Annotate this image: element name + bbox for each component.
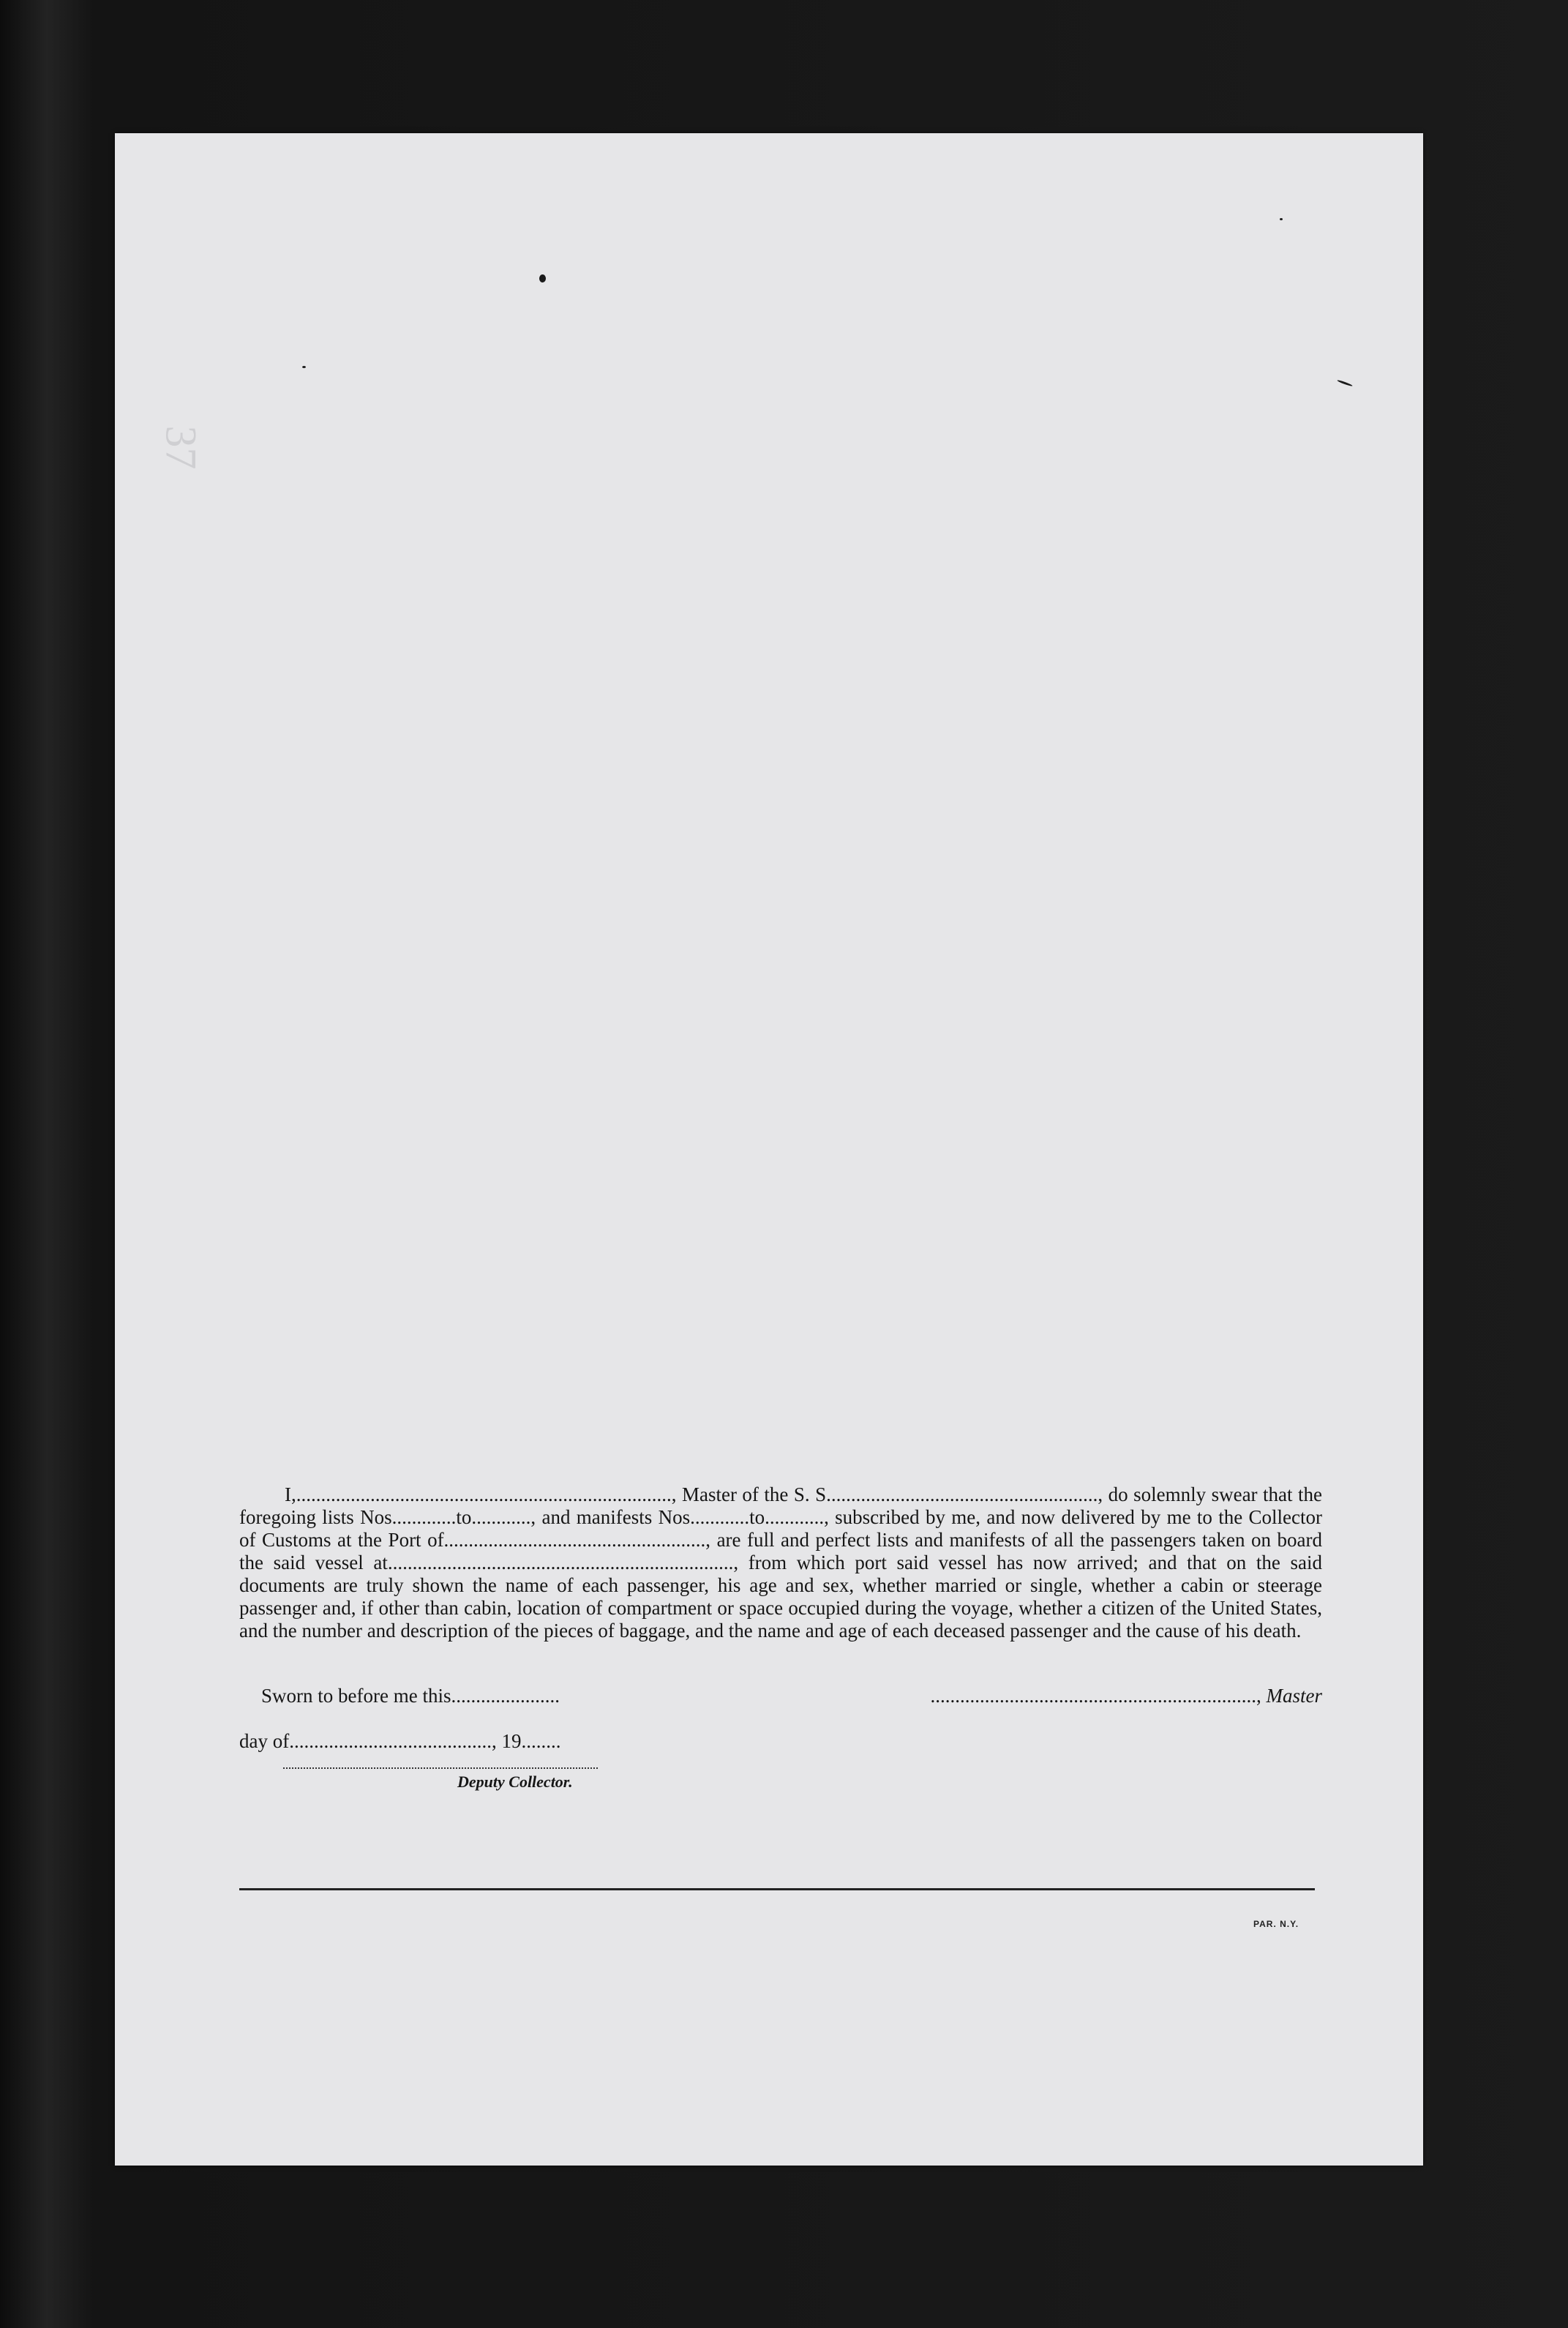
master-label: Master	[1266, 1685, 1322, 1707]
ink-speck	[1337, 379, 1353, 386]
oath-paragraph	[239, 1483, 1322, 1642]
ink-speck	[539, 274, 546, 282]
deputy-collector-label: Deputy Collector.	[457, 1773, 573, 1791]
ink-speck	[1280, 218, 1283, 220]
deputy-signature-line	[283, 1767, 598, 1769]
sworn-text: Sworn to before me this......................	[261, 1685, 560, 1707]
printer-mark: PAR. N.Y.	[1253, 1919, 1299, 1929]
document-page	[115, 133, 1423, 2166]
ink-speck	[302, 366, 306, 368]
horizontal-rule	[239, 1888, 1315, 1890]
day-of-text: day of........................................., 19........	[239, 1730, 561, 1752]
page-number: 37	[157, 425, 206, 470]
day-of-line	[239, 1730, 1322, 1753]
master-dotted-line: ..................................................................,	[930, 1685, 1261, 1707]
master-signature-line	[931, 1685, 1323, 1707]
oath-text: I,............................................................................, Master of the S. S......................................................., do solemnly swear that the foregoing lists Nos.............to............, and manifests Nos............to............, subscribed by me, and now delivered by me to the Collector of Customs at the Port of....................................................., are full and perfect lists and manifests of all the passengers taken on board the said vessel at......................................................................, from which port said vessel has now arrived; and that on the said documents are truly shown the name of each passenger, his age and sex, whether married or single, whether a cabin or steerage passenger and, if other than cabin, location of compartment or space occupied during the voyage, whether a citizen of the United States, and the number and description of the pieces of baggage, and the name and age of each deceased passenger and the cause of his death.	[239, 1483, 1322, 1642]
